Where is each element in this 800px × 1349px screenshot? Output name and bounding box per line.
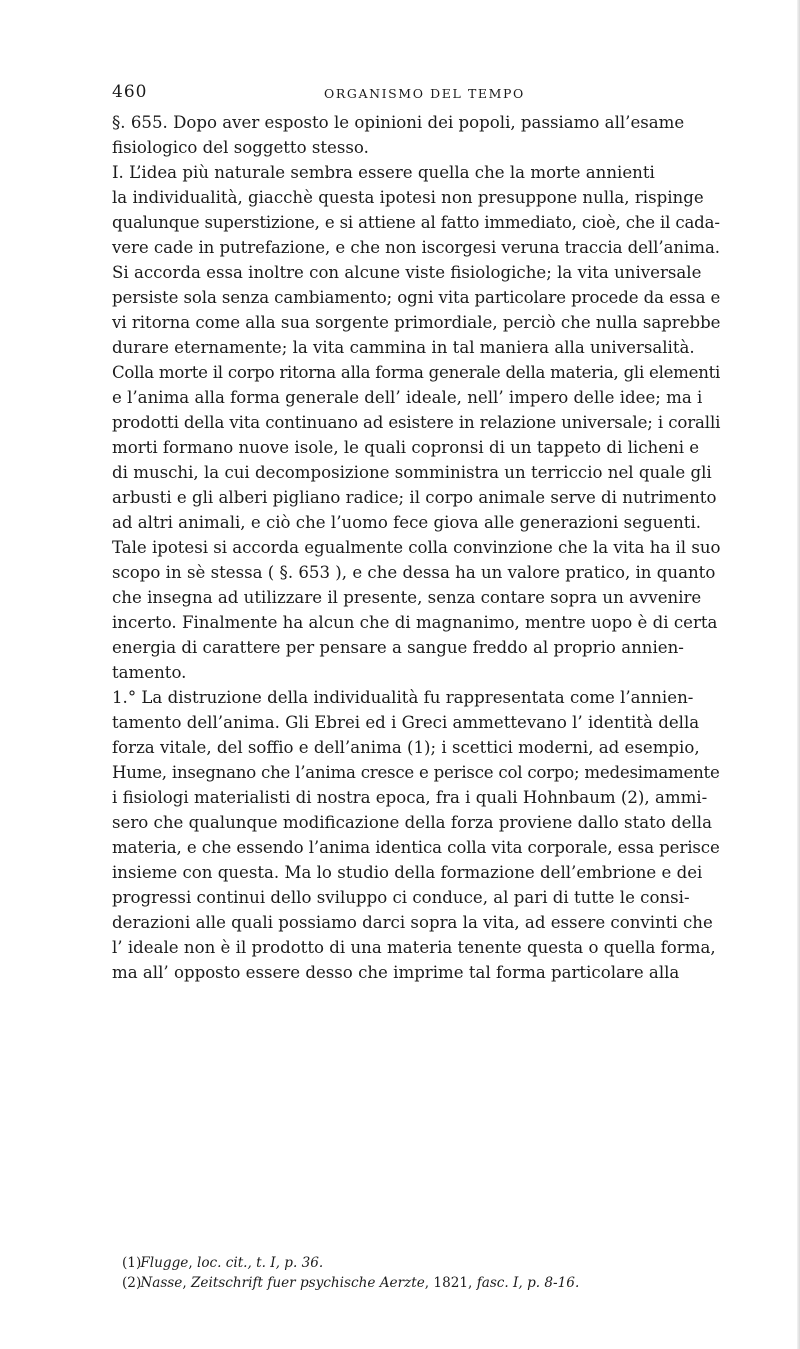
footnote-1: (1) Flugge, loc. cit., t. I, p. 36. — [122, 1255, 324, 1271]
footnote-2: (2) Nasse, Zeitschrift fuer psychische Aerzte, 1821, fasc. I, p. 8-16. — [122, 1275, 580, 1291]
text-line: sero che qualunque modificazione della forza proviene dallo stato della — [112, 813, 713, 832]
text-line: durare eternamente; la vita cammina in tal maniera alla universalità. — [112, 338, 695, 357]
text-line: vere cade in putrefazione, e che non iscorgesi veruna traccia dell’anima. — [112, 238, 720, 257]
text-line: forza vitale, del soffio e dell’anima (1); i scettici moderni, ad esempio, — [112, 738, 700, 757]
text-line: 1.° La distruzione della individualità fu rappresentata come l’annien- — [112, 688, 694, 707]
text-line: la individualità, giacchè questa ipotesi non presuppone nulla, rispinge — [112, 188, 704, 207]
text-line: Tale ipotesi si accorda egualmente colla convinzione che la vita ha il suo — [112, 538, 721, 557]
footnote-journal: Zeitschrift fuer psychische Aerzte — [190, 1275, 425, 1291]
text-line: materia, e che essendo l’anima identica colla vita corporale, essa perisce — [112, 838, 720, 857]
text-line: derazioni alle quali possiamo darci sopra la vita, ad essere convinti che — [112, 913, 713, 932]
text-line: ma all’ opposto essere desso che imprime tal forma particolare alla — [112, 963, 680, 982]
footnote-ref: fasc. I, p. 8-16. — [476, 1275, 580, 1291]
text-line: progressi continui dello sviluppo ci conduce, al pari di tutte le consi- — [112, 888, 690, 907]
text-line: qualunque superstizione, e si attiene al fatto immediato, cioè, che il cada- — [112, 213, 720, 232]
text-line: i fisiologi materialisti di nostra epoca, fra i quali Hohnbaum (2), ammi- — [112, 788, 708, 807]
footnotes — [122, 1253, 712, 1293]
text-line: prodotti della vita continuano ad esistere in relazione universale; i coralli — [112, 413, 721, 432]
text-line: che insegna ad utilizzare il presente, senza contare sopra un avvenire — [112, 588, 702, 607]
footnote-ref: loc. cit., t. I, p. 36. — [196, 1255, 324, 1271]
running-head: ORGANISMO DEL TEMPO — [324, 86, 525, 101]
text-line: vi ritorna come alla sua sorgente primordiale, perciò che nulla saprebbe — [112, 313, 721, 332]
text-line: I. L’idea più naturale sembra essere quella che la morte annienti — [112, 163, 655, 182]
body-text — [112, 110, 720, 985]
text-line: fisiologico del soggetto stesso. — [112, 138, 369, 157]
text-line: morti formano nuove isole, le quali copronsi di un tappeto di licheni e — [112, 438, 700, 457]
text-line: Hume, insegnano che l’anima cresce e perisce col corpo; medesimamente — [112, 763, 720, 782]
text-line: insieme con questa. Ma lo studio della formazione dell’embrione e dei — [112, 863, 703, 882]
text-line: persiste sola senza cambiamento; ogni vita particolare procede da essa e — [112, 288, 721, 307]
text-line: ad altri animali, e ciò che l’uomo fece giova alle generazioni seguenti. — [112, 513, 702, 532]
text-line: tamento. — [112, 663, 187, 682]
footnote-year: 1821 — [433, 1275, 469, 1291]
footnote-author: Nasse — [140, 1275, 183, 1291]
page-number: 460 — [112, 82, 148, 102]
text-line: di muschi, la cui decomposizione somministra un terriccio nel quale gli — [112, 463, 712, 482]
text-line: §. 655. Dopo aver esposto le opinioni dei popoli, passiamo all’esame — [112, 113, 685, 132]
text-line: Colla morte il corpo ritorna alla forma generale della materia, gli elementi — [112, 363, 721, 382]
text-line: Si accorda essa inoltre con alcune viste fisiologiche; la vita universale — [112, 263, 702, 282]
text-line: e l’anima alla forma generale dell’ ideale, nell’ impero delle idee; ma i — [112, 388, 703, 407]
text-line: arbusti e gli alberi pigliano radice; il corpo animale serve di nutrimento — [112, 488, 717, 507]
page-header — [112, 82, 708, 106]
text-line: energia di carattere per pensare a sangue freddo al proprio annien- — [112, 638, 684, 657]
text-line: l’ ideale non è il prodotto di una materia tenente questa o quella forma, — [112, 938, 716, 957]
footnote-author: Flugge — [140, 1255, 189, 1271]
text-line: tamento dell’anima. Gli Ebrei ed i Greci ammettevano l’ identità della — [112, 713, 700, 732]
text-line: incerto. Finalmente ha alcun che di magnanimo, mentre uopo è di certa — [112, 613, 718, 632]
text-line: scopo in sè stessa ( §. 653 ), e che dessa ha un valore pratico, in quanto — [112, 563, 716, 582]
